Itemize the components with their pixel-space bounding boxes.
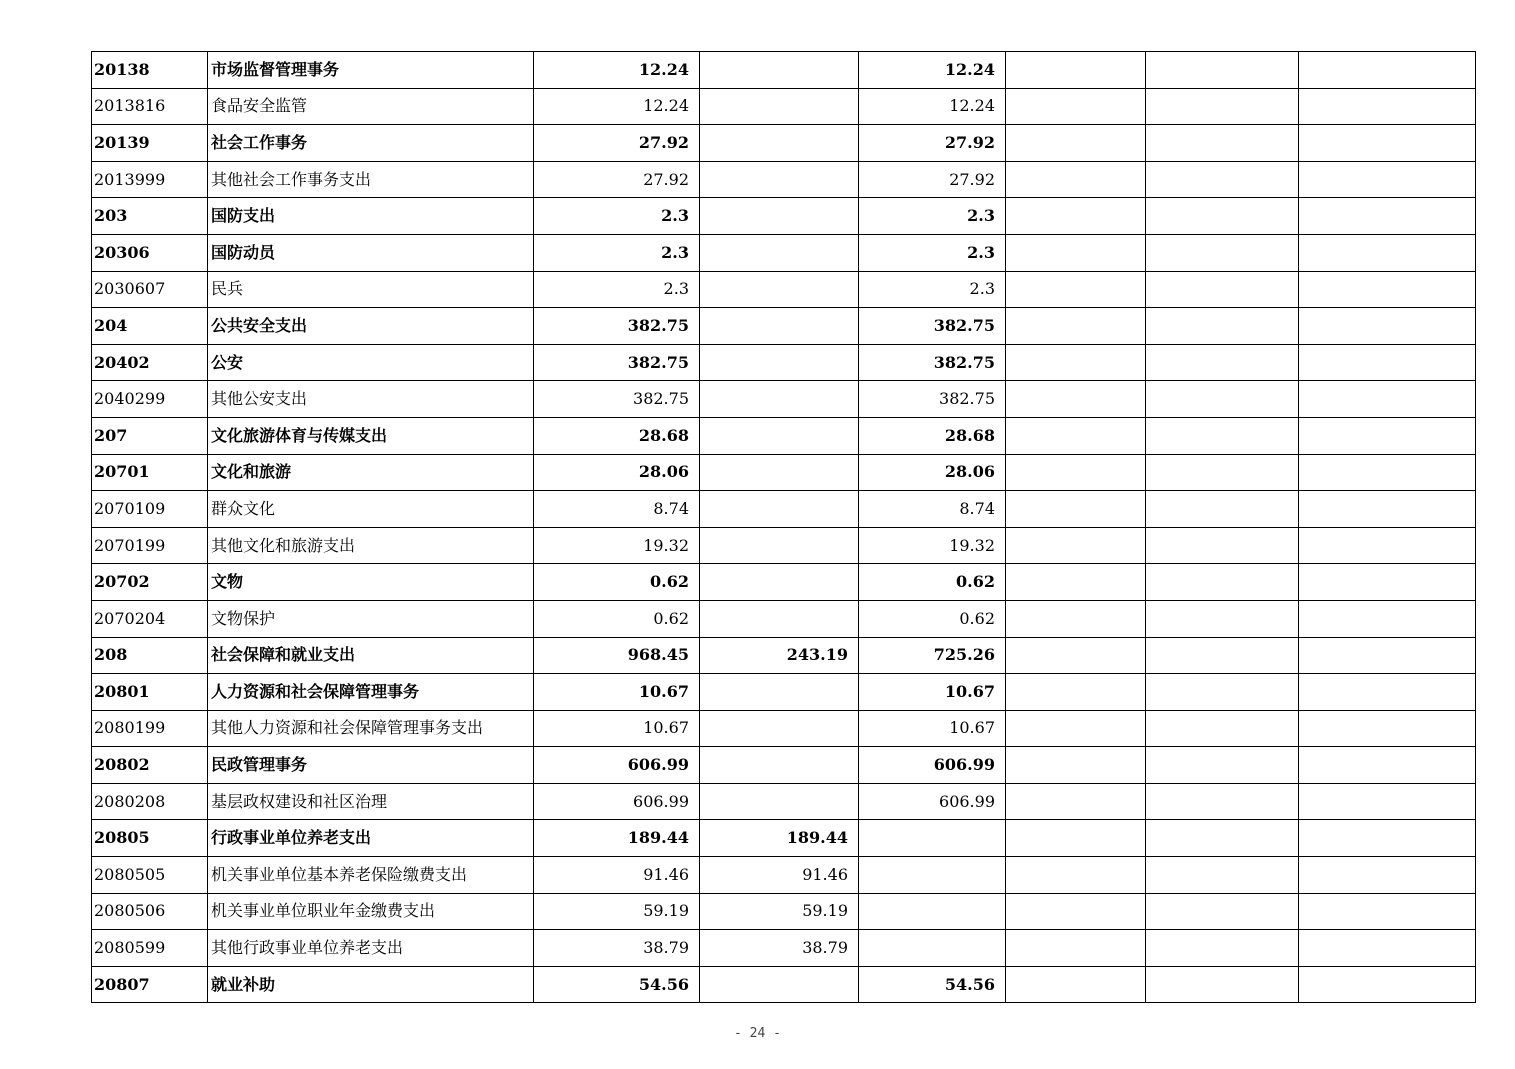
total-amount-cell: 968.45 xyxy=(534,637,700,674)
empty-cell xyxy=(1146,381,1299,418)
project-expenditure-cell xyxy=(859,857,1006,894)
subject-code-cell: 2013999 xyxy=(92,161,208,198)
project-expenditure-cell xyxy=(859,893,1006,930)
subject-code-cell: 2070199 xyxy=(92,527,208,564)
empty-cell xyxy=(1299,52,1476,89)
empty-cell xyxy=(1006,234,1146,271)
table-row xyxy=(92,417,1476,454)
basic-expenditure-cell: 243.19 xyxy=(700,637,859,674)
table-row xyxy=(92,527,1476,564)
subject-name-cell: 文化和旅游 xyxy=(208,454,534,491)
table-row xyxy=(92,564,1476,601)
project-expenditure-cell: 2.3 xyxy=(859,271,1006,308)
basic-expenditure-cell xyxy=(700,783,859,820)
subject-code-cell: 2070204 xyxy=(92,600,208,637)
project-expenditure-cell: 27.92 xyxy=(859,125,1006,162)
table-row xyxy=(92,710,1476,747)
table-row xyxy=(92,820,1476,857)
empty-cell xyxy=(1146,88,1299,125)
subject-code-cell: 20801 xyxy=(92,674,208,711)
total-amount-cell: 19.32 xyxy=(534,527,700,564)
subject-name-cell: 其他社会工作事务支出 xyxy=(208,161,534,198)
table-row xyxy=(92,234,1476,271)
total-amount-cell: 2.3 xyxy=(534,271,700,308)
subject-code-cell: 2080199 xyxy=(92,710,208,747)
empty-cell xyxy=(1146,491,1299,528)
basic-expenditure-cell xyxy=(700,674,859,711)
subject-code-cell: 20139 xyxy=(92,125,208,162)
project-expenditure-cell: 606.99 xyxy=(859,747,1006,784)
subject-code-cell: 20807 xyxy=(92,966,208,1003)
empty-cell xyxy=(1146,527,1299,564)
empty-cell xyxy=(1006,88,1146,125)
empty-cell xyxy=(1146,820,1299,857)
empty-cell xyxy=(1299,783,1476,820)
empty-cell xyxy=(1146,417,1299,454)
table-row xyxy=(92,893,1476,930)
empty-cell xyxy=(1006,564,1146,601)
subject-code-cell: 2013816 xyxy=(92,88,208,125)
project-expenditure-cell: 10.67 xyxy=(859,710,1006,747)
basic-expenditure-cell xyxy=(700,491,859,528)
total-amount-cell: 382.75 xyxy=(534,381,700,418)
empty-cell xyxy=(1146,893,1299,930)
table-row xyxy=(92,88,1476,125)
subject-code-cell: 2080506 xyxy=(92,893,208,930)
basic-expenditure-cell xyxy=(700,161,859,198)
basic-expenditure-cell: 91.46 xyxy=(700,857,859,894)
empty-cell xyxy=(1299,344,1476,381)
total-amount-cell: 8.74 xyxy=(534,491,700,528)
project-expenditure-cell: 2.3 xyxy=(859,198,1006,235)
empty-cell xyxy=(1006,600,1146,637)
empty-cell xyxy=(1006,857,1146,894)
table-row xyxy=(92,930,1476,967)
empty-cell xyxy=(1146,857,1299,894)
basic-expenditure-cell xyxy=(700,52,859,89)
project-expenditure-cell: 382.75 xyxy=(859,381,1006,418)
empty-cell xyxy=(1006,930,1146,967)
table-row xyxy=(92,674,1476,711)
table-row xyxy=(92,125,1476,162)
empty-cell xyxy=(1006,491,1146,528)
basic-expenditure-cell: 59.19 xyxy=(700,893,859,930)
table-row xyxy=(92,344,1476,381)
project-expenditure-cell: 28.68 xyxy=(859,417,1006,454)
basic-expenditure-cell xyxy=(700,344,859,381)
project-expenditure-cell: 54.56 xyxy=(859,966,1006,1003)
total-amount-cell: 2.3 xyxy=(534,234,700,271)
table-row xyxy=(92,271,1476,308)
empty-cell xyxy=(1146,783,1299,820)
project-expenditure-cell xyxy=(859,820,1006,857)
empty-cell xyxy=(1146,234,1299,271)
basic-expenditure-cell xyxy=(700,747,859,784)
subject-name-cell: 群众文化 xyxy=(208,491,534,528)
subject-name-cell: 基层政权建设和社区治理 xyxy=(208,783,534,820)
empty-cell xyxy=(1006,417,1146,454)
total-amount-cell: 606.99 xyxy=(534,747,700,784)
empty-cell xyxy=(1146,747,1299,784)
empty-cell xyxy=(1006,674,1146,711)
subject-name-cell: 文物保护 xyxy=(208,600,534,637)
empty-cell xyxy=(1299,125,1476,162)
subject-code-cell: 204 xyxy=(92,308,208,345)
empty-cell xyxy=(1006,125,1146,162)
subject-name-cell: 其他行政事业单位养老支出 xyxy=(208,930,534,967)
empty-cell xyxy=(1299,88,1476,125)
subject-code-cell: 20802 xyxy=(92,747,208,784)
subject-name-cell: 行政事业单位养老支出 xyxy=(208,820,534,857)
table-row xyxy=(92,52,1476,89)
empty-cell xyxy=(1146,966,1299,1003)
basic-expenditure-cell xyxy=(700,966,859,1003)
project-expenditure-cell: 12.24 xyxy=(859,88,1006,125)
subject-code-cell: 207 xyxy=(92,417,208,454)
empty-cell xyxy=(1299,564,1476,601)
total-amount-cell: 10.67 xyxy=(534,710,700,747)
subject-code-cell: 2080599 xyxy=(92,930,208,967)
empty-cell xyxy=(1299,234,1476,271)
empty-cell xyxy=(1146,198,1299,235)
empty-cell xyxy=(1146,674,1299,711)
table-row xyxy=(92,637,1476,674)
empty-cell xyxy=(1299,966,1476,1003)
empty-cell xyxy=(1006,161,1146,198)
empty-cell xyxy=(1146,161,1299,198)
project-expenditure-cell: 0.62 xyxy=(859,600,1006,637)
empty-cell xyxy=(1006,783,1146,820)
total-amount-cell: 10.67 xyxy=(534,674,700,711)
subject-name-cell: 公共安全支出 xyxy=(208,308,534,345)
subject-name-cell: 市场监督管理事务 xyxy=(208,52,534,89)
empty-cell xyxy=(1299,893,1476,930)
empty-cell xyxy=(1299,674,1476,711)
total-amount-cell: 189.44 xyxy=(534,820,700,857)
empty-cell xyxy=(1146,125,1299,162)
total-amount-cell: 59.19 xyxy=(534,893,700,930)
subject-name-cell: 公安 xyxy=(208,344,534,381)
basic-expenditure-cell xyxy=(700,564,859,601)
empty-cell xyxy=(1299,161,1476,198)
project-expenditure-cell: 8.74 xyxy=(859,491,1006,528)
empty-cell xyxy=(1299,381,1476,418)
subject-code-cell: 20701 xyxy=(92,454,208,491)
basic-expenditure-cell xyxy=(700,234,859,271)
empty-cell xyxy=(1146,564,1299,601)
table-row xyxy=(92,600,1476,637)
subject-name-cell: 文物 xyxy=(208,564,534,601)
project-expenditure-cell: 27.92 xyxy=(859,161,1006,198)
table-row xyxy=(92,747,1476,784)
subject-code-cell: 20138 xyxy=(92,52,208,89)
total-amount-cell: 382.75 xyxy=(534,344,700,381)
basic-expenditure-cell xyxy=(700,381,859,418)
empty-cell xyxy=(1146,637,1299,674)
empty-cell xyxy=(1299,710,1476,747)
project-expenditure-cell: 12.24 xyxy=(859,52,1006,89)
empty-cell xyxy=(1299,527,1476,564)
subject-name-cell: 民政管理事务 xyxy=(208,747,534,784)
total-amount-cell: 27.92 xyxy=(534,161,700,198)
project-expenditure-cell: 0.62 xyxy=(859,564,1006,601)
subject-code-cell: 2070109 xyxy=(92,491,208,528)
empty-cell xyxy=(1006,527,1146,564)
basic-expenditure-cell xyxy=(700,417,859,454)
empty-cell xyxy=(1299,637,1476,674)
empty-cell xyxy=(1146,271,1299,308)
subject-code-cell: 20805 xyxy=(92,820,208,857)
total-amount-cell: 382.75 xyxy=(534,308,700,345)
empty-cell xyxy=(1006,344,1146,381)
subject-name-cell: 其他公安支出 xyxy=(208,381,534,418)
subject-code-cell: 2040299 xyxy=(92,381,208,418)
subject-code-cell: 2080505 xyxy=(92,857,208,894)
empty-cell xyxy=(1006,747,1146,784)
basic-expenditure-cell xyxy=(700,271,859,308)
total-amount-cell: 54.56 xyxy=(534,966,700,1003)
empty-cell xyxy=(1299,600,1476,637)
table-row xyxy=(92,783,1476,820)
table-body xyxy=(92,52,1476,1003)
subject-name-cell: 社会保障和就业支出 xyxy=(208,637,534,674)
subject-code-cell: 2080208 xyxy=(92,783,208,820)
empty-cell xyxy=(1146,52,1299,89)
total-amount-cell: 27.92 xyxy=(534,125,700,162)
basic-expenditure-cell xyxy=(700,125,859,162)
subject-name-cell: 社会工作事务 xyxy=(208,125,534,162)
budget-table xyxy=(91,51,1476,1003)
total-amount-cell: 28.06 xyxy=(534,454,700,491)
empty-cell xyxy=(1006,454,1146,491)
basic-expenditure-cell xyxy=(700,600,859,637)
project-expenditure-cell xyxy=(859,930,1006,967)
subject-name-cell: 国防动员 xyxy=(208,234,534,271)
subject-name-cell: 其他人力资源和社会保障管理事务支出 xyxy=(208,710,534,747)
basic-expenditure-cell: 189.44 xyxy=(700,820,859,857)
empty-cell xyxy=(1146,308,1299,345)
project-expenditure-cell: 606.99 xyxy=(859,783,1006,820)
empty-cell xyxy=(1006,308,1146,345)
total-amount-cell: 38.79 xyxy=(534,930,700,967)
empty-cell xyxy=(1006,820,1146,857)
total-amount-cell: 12.24 xyxy=(534,52,700,89)
project-expenditure-cell: 382.75 xyxy=(859,344,1006,381)
empty-cell xyxy=(1299,454,1476,491)
subject-code-cell: 20402 xyxy=(92,344,208,381)
subject-code-cell: 20306 xyxy=(92,234,208,271)
table-row xyxy=(92,198,1476,235)
table-row xyxy=(92,161,1476,198)
basic-expenditure-cell xyxy=(700,527,859,564)
subject-code-cell: 2030607 xyxy=(92,271,208,308)
basic-expenditure-cell xyxy=(700,710,859,747)
subject-name-cell: 就业补助 xyxy=(208,966,534,1003)
total-amount-cell: 12.24 xyxy=(534,88,700,125)
basic-expenditure-cell: 38.79 xyxy=(700,930,859,967)
empty-cell xyxy=(1006,710,1146,747)
subject-code-cell: 208 xyxy=(92,637,208,674)
basic-expenditure-cell xyxy=(700,198,859,235)
empty-cell xyxy=(1146,600,1299,637)
empty-cell xyxy=(1299,747,1476,784)
subject-name-cell: 民兵 xyxy=(208,271,534,308)
empty-cell xyxy=(1006,966,1146,1003)
subject-name-cell: 文化旅游体育与传媒支出 xyxy=(208,417,534,454)
table-row xyxy=(92,308,1476,345)
total-amount-cell: 606.99 xyxy=(534,783,700,820)
empty-cell xyxy=(1299,417,1476,454)
empty-cell xyxy=(1299,857,1476,894)
total-amount-cell: 28.68 xyxy=(534,417,700,454)
project-expenditure-cell: 2.3 xyxy=(859,234,1006,271)
empty-cell xyxy=(1299,308,1476,345)
basic-expenditure-cell xyxy=(700,454,859,491)
empty-cell xyxy=(1146,454,1299,491)
empty-cell xyxy=(1006,52,1146,89)
empty-cell xyxy=(1146,930,1299,967)
project-expenditure-cell: 382.75 xyxy=(859,308,1006,345)
subject-name-cell: 机关事业单位基本养老保险缴费支出 xyxy=(208,857,534,894)
total-amount-cell: 2.3 xyxy=(534,198,700,235)
subject-name-cell: 食品安全监管 xyxy=(208,88,534,125)
page-number: - 24 - xyxy=(734,1026,781,1041)
total-amount-cell: 0.62 xyxy=(534,564,700,601)
table-row xyxy=(92,966,1476,1003)
empty-cell xyxy=(1299,271,1476,308)
project-expenditure-cell: 28.06 xyxy=(859,454,1006,491)
total-amount-cell: 91.46 xyxy=(534,857,700,894)
subject-name-cell: 国防支出 xyxy=(208,198,534,235)
empty-cell xyxy=(1006,198,1146,235)
empty-cell xyxy=(1006,381,1146,418)
table-row xyxy=(92,857,1476,894)
subject-name-cell: 其他文化和旅游支出 xyxy=(208,527,534,564)
project-expenditure-cell: 725.26 xyxy=(859,637,1006,674)
subject-name-cell: 人力资源和社会保障管理事务 xyxy=(208,674,534,711)
total-amount-cell: 0.62 xyxy=(534,600,700,637)
empty-cell xyxy=(1299,820,1476,857)
subject-code-cell: 20702 xyxy=(92,564,208,601)
table-row xyxy=(92,491,1476,528)
basic-expenditure-cell xyxy=(700,308,859,345)
empty-cell xyxy=(1299,491,1476,528)
project-expenditure-cell: 10.67 xyxy=(859,674,1006,711)
empty-cell xyxy=(1006,893,1146,930)
table-row xyxy=(92,381,1476,418)
empty-cell xyxy=(1006,637,1146,674)
subject-name-cell: 机关事业单位职业年金缴费支出 xyxy=(208,893,534,930)
empty-cell xyxy=(1299,198,1476,235)
empty-cell xyxy=(1146,344,1299,381)
project-expenditure-cell: 19.32 xyxy=(859,527,1006,564)
empty-cell xyxy=(1006,271,1146,308)
empty-cell xyxy=(1299,930,1476,967)
subject-code-cell: 203 xyxy=(92,198,208,235)
table-row xyxy=(92,454,1476,491)
empty-cell xyxy=(1146,710,1299,747)
basic-expenditure-cell xyxy=(700,88,859,125)
